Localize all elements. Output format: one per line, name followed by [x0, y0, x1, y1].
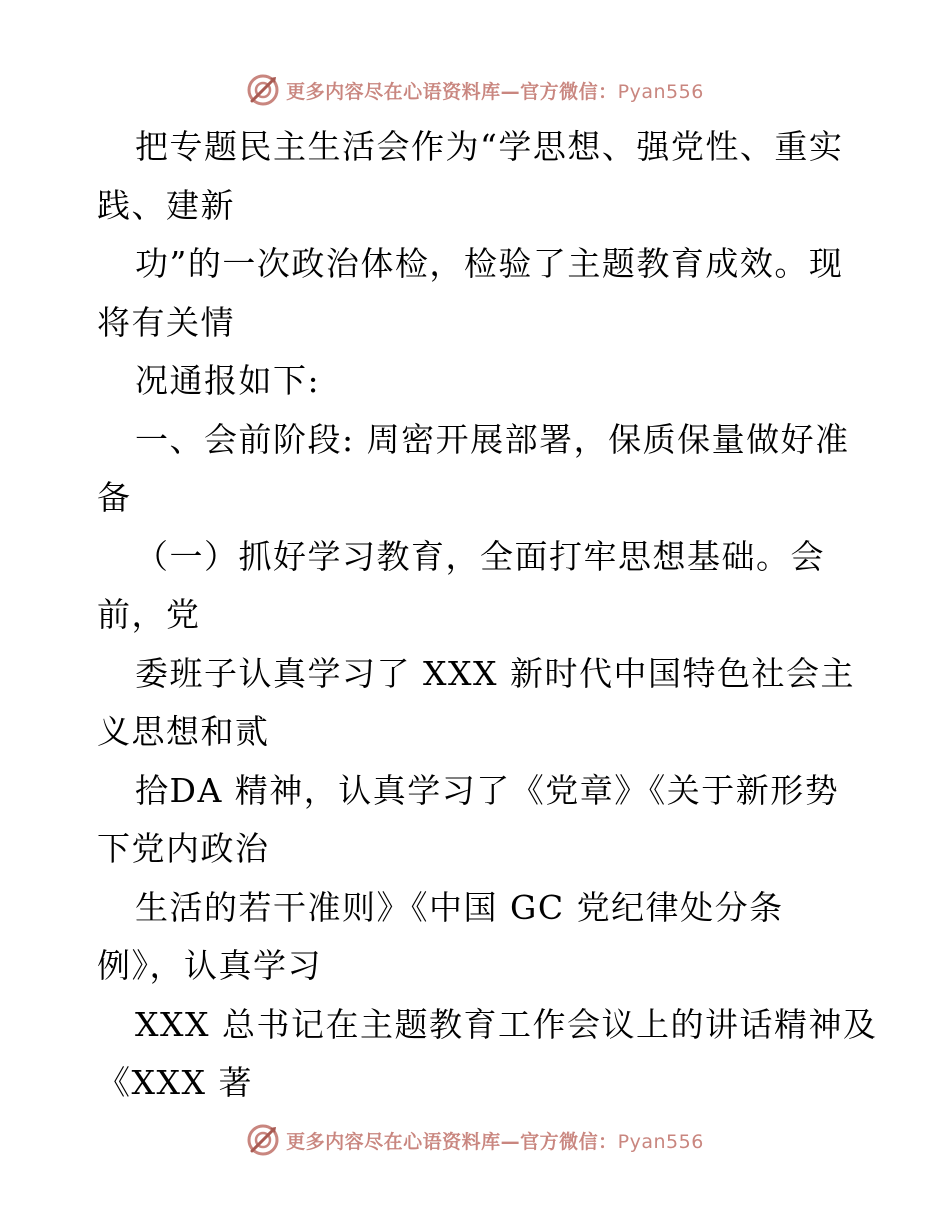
text-line: XXX 总书记在主题教育工作会议上的讲话精神及	[135, 1004, 878, 1044]
text-line: 下党内政治	[97, 829, 270, 868]
watermark-logo-icon	[246, 1123, 280, 1157]
watermark-text: 更多内容尽在心语资料库—官方微信：Pyan556	[286, 80, 704, 103]
watermark-text: 更多内容尽在心语资料库—官方微信：Pyan556	[286, 1130, 704, 1153]
text-line: 例》，认真学习	[97, 946, 322, 985]
text-line: 拾DA 精神，认真学习了《党章》《关于新形势	[135, 770, 840, 810]
text-line: 把专题民主生活会作为“学思想、强党性、重实	[135, 127, 844, 166]
text-line: 义思想和贰	[97, 712, 270, 751]
section-heading-cont: 备	[97, 478, 132, 517]
text-line: 生活的若干准则》《中国 GC 党纪律处分条	[135, 887, 784, 927]
text-line: 践、建新	[97, 185, 235, 225]
watermark-banner-bottom	[0, 1120, 950, 1160]
text-line: 《XXX 著	[97, 1063, 253, 1102]
section-heading: 一、会前阶段: 周密开展部署，保质保量做好准	[135, 419, 850, 459]
text-line: 将有关情	[97, 302, 235, 342]
text-line: 况通报如下:	[135, 361, 321, 400]
text-line: 委班子认真学习了 XXX 新时代中国特色社会主	[135, 653, 855, 693]
watermark-logo-icon	[246, 73, 280, 107]
watermark-banner-top	[0, 70, 950, 110]
document-body	[97, 118, 878, 1113]
text-line: 功”的一次政治体检，检验了主题教育成效。现	[135, 244, 844, 283]
text-line: 前，党	[97, 595, 201, 634]
subsection-heading: （一）抓好学习教育，全面打牢思想基础。会	[135, 536, 825, 576]
